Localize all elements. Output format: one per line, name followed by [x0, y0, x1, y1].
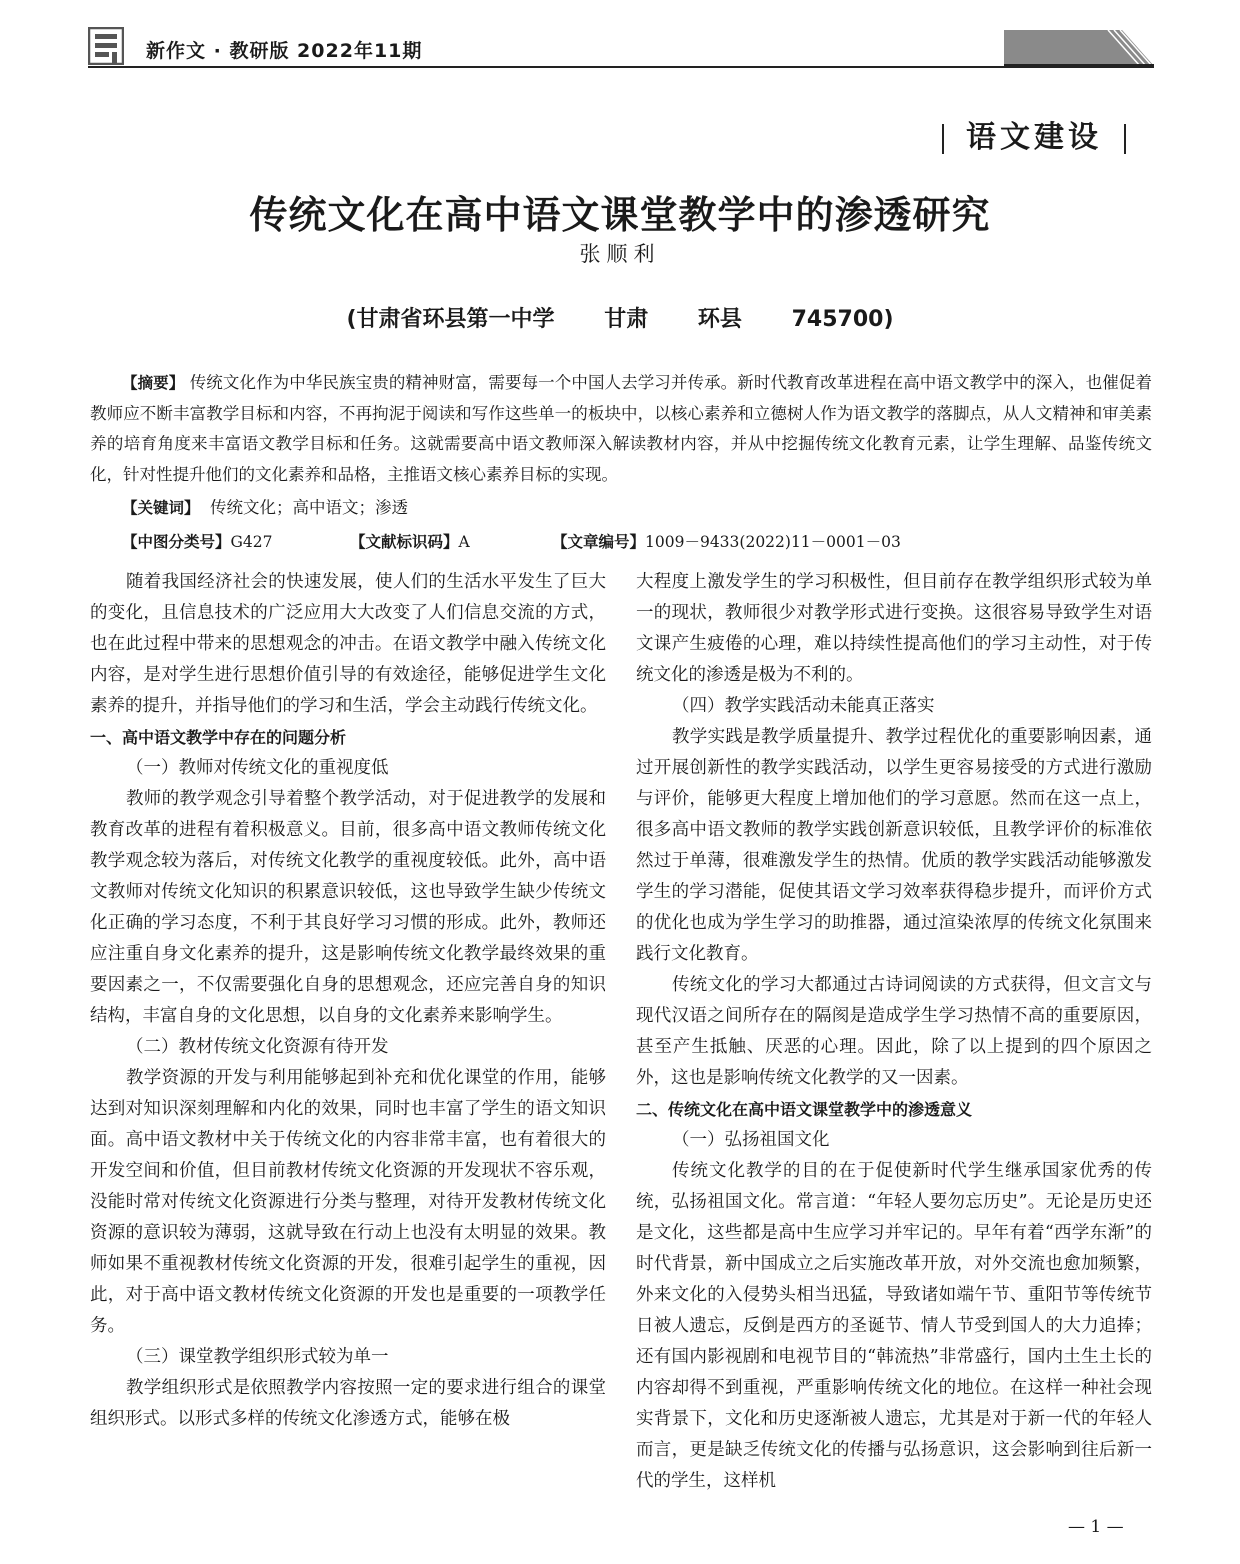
paragraph: 传统文化教学的目的在于促使新时代学生继承国家优秀的传统，弘扬祖国文化。常言道：“年轻人要勿忘历史”。无论是历史还是文化，这些都是高中生应学习并牢记的。早年有着“西学东渐”的时代背景，新中国成立之后实施改革开放，对外交流也愈加频繁，外来文化的入侵势头相当迅猛，导致诸如端午节、重阳节等传统节日被人遗忘，反倒是西方的圣诞节、情人节受到国人的大力追捧；还有国内影视剧和电视节目的“韩流热”非常盛行，国内土生土长的内容却得不到重视，严重影响传统文化的地位。在这样一种社会现实背景下，文化和历史逐渐被人遗忘，尤其是对于新一代的年轻人而言，更是缺乏传统文化的传播与弘扬意识，这会影响到往后新一代的学生，这样机 — [636, 1161, 1152, 1491]
abstract-text: 传统文化作为中华民族宝贵的精神财富，需要每一个中国人去学习并传承。新时代教育改革进程在高中语文教学中的深入，也催促着教师应不断丰富教学目标和内容，不再拘泥于阅读和写作这些单一的板块中，以核心素养和立德树人作为语文教学的落脚点，从人文精神和审美素养的培育角度来丰富语文教学目标和任务。这就需要高中语文教师深入解读教材内容，并从中挖掘传统文化教育元素，让学生理解、品鉴传统文化，针对性提升他们的文化素养和品格，主推语文核心素养目标的实现。 — [90, 373, 1152, 484]
affiliation-city: 环县 — [697, 307, 742, 332]
document-code — [350, 530, 470, 552]
clc-value: G427 — [230, 533, 273, 551]
subsection-heading: （一）弘扬祖国文化 — [672, 1130, 830, 1150]
article-title: 传统文化在高中语文课堂教学中的渗透研究 — [249, 192, 991, 237]
affiliation-postcode: 745700) — [791, 307, 894, 332]
paragraph: 教学资源的开发与利用能够起到补充和优化课堂的作用，能够达到对知识深刻理解和内化的效果，同时也丰富了学生的语文知识面。高中语文教材中关于传统文化的内容非常丰富，也有着很大的开发空间和价值，但目前教材传统文化资源的开发现状不容乐观，没能时常对传统文化资源进行分类与整理，对待开发教材传统文化资源的意识较为薄弱，这就导致在行动上也没有太明显的效果。教师如果不重视教材传统文化资源的开发，很难引起学生的重视，因此，对于高中语文教材传统文化资源的开发也是重要的一项教学任务。 — [90, 1068, 606, 1336]
header-decorative-bar — [1004, 30, 1154, 66]
keywords-label: 【关键词】 — [122, 499, 200, 517]
article-affiliation — [0, 302, 1240, 333]
article-author: 张顺利 — [579, 242, 661, 266]
subsection-heading: （二）教材传统文化资源有待开发 — [126, 1037, 389, 1057]
document-code-label: 【文献标识码】 — [350, 533, 459, 551]
subsection-heading: （三）课堂教学组织形式较为单一 — [126, 1347, 389, 1367]
header-rule — [88, 66, 1154, 68]
paragraph: 随着我国经济社会的快速发展，使人们的生活水平发生了巨大的变化，且信息技术的广泛应用大大改变了人们信息交流的方式，也在此过程中带来的思想观念的冲击。在语文教学中融入传统文化内容，是对学生进行思想价值引导的有效途径，能够促进学生文化素养的提升，并指导他们的学习和生活，学会主动践行传统文化。 — [90, 572, 606, 716]
document-code-value: A — [458, 533, 470, 551]
clc-number — [122, 530, 272, 552]
body-column-right — [636, 567, 1152, 1497]
column-tag-label: 语文建设 — [966, 120, 1102, 155]
section-heading: 二、传统文化在高中语文课堂教学中的渗透意义 — [636, 1100, 973, 1119]
paragraph-continued: 大程度上激发学生的学习积极性，但目前存在教学组织形式较为单一的现状，教师很少对教学形式进行变换。这很容易导致学生对语文课产生疲倦的心理，难以持续性提高他们的学习主动性，对于传统文化的渗透是极为不利的。 — [636, 572, 1152, 685]
journal-name: 新作文 · 教研版 2022年11期 — [146, 40, 423, 62]
keywords — [122, 494, 408, 518]
affiliation-school: (甘肃省环县第一中学 — [346, 307, 555, 332]
paragraph: 传统文化的学习大都通过古诗词阅读的方式获得，但文言文与现代汉语之间所存在的隔阂是造成学生学习热情不高的重要原因，甚至产生抵触、厌恶的心理。因此，除了以上提到的四个原因之外，这也是影响传统文化教学的又一因素。 — [636, 975, 1152, 1088]
affiliation-province: 甘肃 — [604, 307, 649, 332]
article-id-value: 1009－9433(2022)11－0001－03 — [645, 533, 901, 551]
body-column-left — [90, 567, 606, 1435]
journal-logo-icon — [88, 27, 124, 65]
keywords-text: 传统文化；高中语文；渗透 — [210, 498, 409, 517]
article-id — [552, 530, 901, 552]
paragraph: 教学组织形式是依照教学内容按照一定的要求进行组合的课堂组织形式。以形式多样的传统文化渗透方式，能够在极 — [90, 1378, 606, 1429]
clc-label: 【中图分类号】 — [122, 533, 231, 551]
subsection-heading: （四）教学实践活动未能真正落实 — [672, 696, 935, 716]
paragraph: 教师的教学观念引导着整个教学活动，对于促进教学的发展和教育改革的进程有着积极意义。目前，很多高中语文教师传统文化教学观念较为落后，对传统文化教学的重视度较低。此外，高中语文教师对传统文化知识的积累意识较低，这也导致学生缺少传统文化正确的学习态度，不利于其良好学习习惯的形成。此外，教师还应注重自身文化素养的提升，这是影响传统文化教学最终效果的重要因素之一，不仅需要强化自身的思想观念，还应完善自身的知识结构，丰富自身的文化思想，以自身的文化素养来影响学生。 — [90, 789, 606, 1026]
abstract-label: 【摘要】 — [122, 374, 185, 392]
column-tag-left-bar — [942, 124, 944, 154]
column-tag-right-bar — [1124, 124, 1126, 154]
subsection-heading: （一）教师对传统文化的重视度低 — [126, 758, 389, 778]
article-id-label: 【文章编号】 — [552, 533, 646, 551]
column-tag — [920, 112, 1148, 156]
abstract — [90, 368, 1152, 490]
section-heading: 一、高中语文教学中存在的问题分析 — [90, 728, 347, 747]
page-number: — 1 — — [1068, 1517, 1124, 1537]
paragraph: 教学实践是教学质量提升、教学过程优化的重要影响因素，通过开展创新性的教学实践活动，以学生更容易接受的方式进行激励与评价，能够更大程度上增加他们的学习意愿。然而在这一点上，很多高中语文教师的教学实践创新意识较低，且教学评价的标准依然过于单薄，很难激发学生的热情。优质的教学实践活动能够激发学生的学习潜能，促使其语文学习效率获得稳步提升，而评价方式的优化也成为学生学习的助推器，通过渲染浓厚的传统文化氛围来践行文化教育。 — [636, 727, 1152, 964]
